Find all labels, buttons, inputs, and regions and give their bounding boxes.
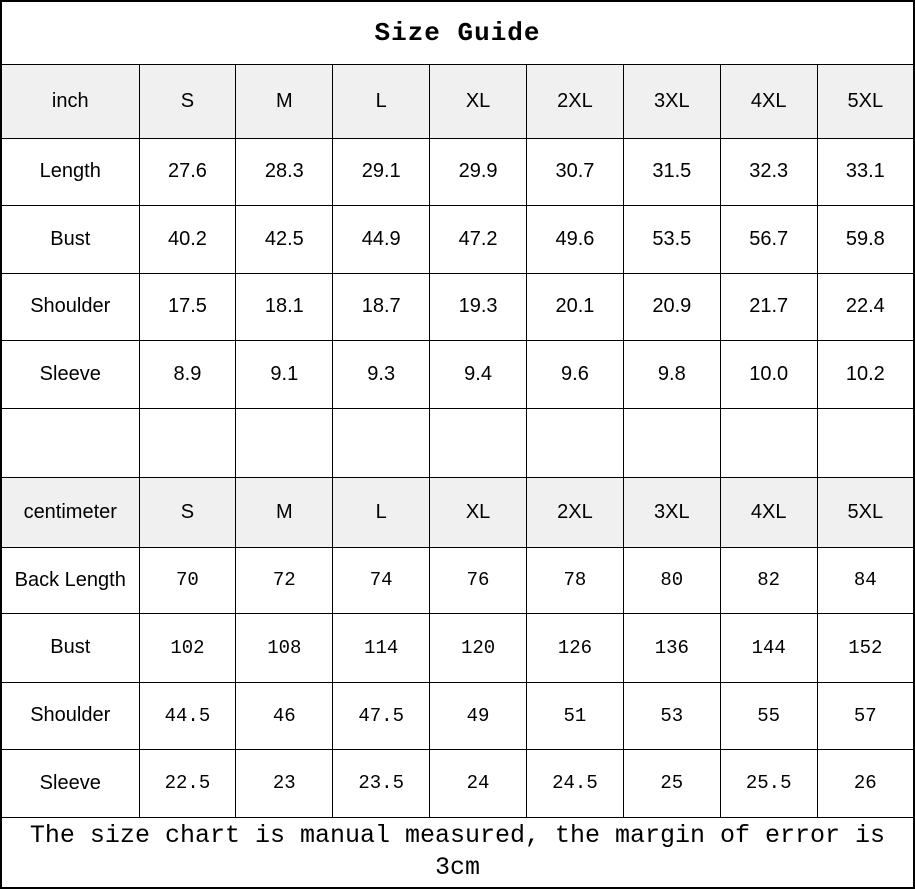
spacer-row bbox=[1, 408, 914, 477]
value-cell: 53.5 bbox=[623, 205, 720, 273]
size-header-2xl: 2XL bbox=[527, 477, 624, 547]
value-cell: 74 bbox=[333, 547, 430, 613]
value-cell: 78 bbox=[527, 547, 624, 613]
value-cell: 24.5 bbox=[527, 749, 624, 817]
empty-cell bbox=[1, 408, 139, 477]
value-cell: 33.1 bbox=[817, 138, 914, 205]
measurement-disclaimer: The size chart is manual measured, the margin of error is 3cm bbox=[1, 817, 914, 888]
row-label: Back Length bbox=[1, 547, 139, 613]
value-cell: 29.1 bbox=[333, 138, 430, 205]
value-cell: 9.8 bbox=[623, 340, 720, 408]
value-cell: 49.6 bbox=[527, 205, 624, 273]
empty-cell bbox=[430, 408, 527, 477]
value-cell: 152 bbox=[817, 613, 914, 682]
value-cell: 46 bbox=[236, 682, 333, 749]
value-cell: 21.7 bbox=[720, 273, 817, 340]
value-cell: 40.2 bbox=[139, 205, 236, 273]
value-cell: 25 bbox=[623, 749, 720, 817]
value-cell: 51 bbox=[527, 682, 624, 749]
size-header-xl: XL bbox=[430, 477, 527, 547]
size-header-4xl: 4XL bbox=[720, 477, 817, 547]
value-cell: 136 bbox=[623, 613, 720, 682]
value-cell: 31.5 bbox=[623, 138, 720, 205]
value-cell: 120 bbox=[430, 613, 527, 682]
value-cell: 57 bbox=[817, 682, 914, 749]
empty-cell bbox=[236, 408, 333, 477]
row-label: Sleeve bbox=[1, 749, 139, 817]
value-cell: 47.2 bbox=[430, 205, 527, 273]
empty-cell bbox=[623, 408, 720, 477]
value-cell: 126 bbox=[527, 613, 624, 682]
value-cell: 53 bbox=[623, 682, 720, 749]
inch-unit-header: inch bbox=[1, 64, 139, 138]
page-title: Size Guide bbox=[1, 1, 914, 64]
value-cell: 108 bbox=[236, 613, 333, 682]
cm-unit-header: centimeter bbox=[1, 477, 139, 547]
row-label: Shoulder bbox=[1, 273, 139, 340]
size-header-5xl: 5XL bbox=[817, 64, 914, 138]
value-cell: 72 bbox=[236, 547, 333, 613]
inch-shoulder-row bbox=[1, 273, 914, 340]
size-header-2xl: 2XL bbox=[527, 64, 624, 138]
value-cell: 23 bbox=[236, 749, 333, 817]
empty-cell bbox=[333, 408, 430, 477]
value-cell: 24 bbox=[430, 749, 527, 817]
value-cell: 20.9 bbox=[623, 273, 720, 340]
value-cell: 23.5 bbox=[333, 749, 430, 817]
size-header-3xl: 3XL bbox=[623, 64, 720, 138]
value-cell: 9.1 bbox=[236, 340, 333, 408]
inch-bust-row bbox=[1, 205, 914, 273]
value-cell: 18.7 bbox=[333, 273, 430, 340]
row-label: Shoulder bbox=[1, 682, 139, 749]
value-cell: 27.6 bbox=[139, 138, 236, 205]
row-label: Sleeve bbox=[1, 340, 139, 408]
cm-back-length-row bbox=[1, 547, 914, 613]
empty-cell bbox=[817, 408, 914, 477]
value-cell: 55 bbox=[720, 682, 817, 749]
cm-bust-row bbox=[1, 613, 914, 682]
inch-header-row bbox=[1, 64, 914, 138]
size-header-m: M bbox=[236, 477, 333, 547]
value-cell: 10.0 bbox=[720, 340, 817, 408]
value-cell: 19.3 bbox=[430, 273, 527, 340]
value-cell: 44.9 bbox=[333, 205, 430, 273]
value-cell: 32.3 bbox=[720, 138, 817, 205]
size-header-5xl: 5XL bbox=[817, 477, 914, 547]
empty-cell bbox=[139, 408, 236, 477]
footer-row bbox=[1, 817, 914, 888]
value-cell: 80 bbox=[623, 547, 720, 613]
title-row bbox=[1, 1, 914, 64]
inch-sleeve-row bbox=[1, 340, 914, 408]
row-label: Bust bbox=[1, 205, 139, 273]
value-cell: 9.4 bbox=[430, 340, 527, 408]
value-cell: 9.6 bbox=[527, 340, 624, 408]
size-header-s: S bbox=[139, 64, 236, 138]
value-cell: 56.7 bbox=[720, 205, 817, 273]
value-cell: 59.8 bbox=[817, 205, 914, 273]
size-header-l: L bbox=[333, 64, 430, 138]
value-cell: 17.5 bbox=[139, 273, 236, 340]
size-header-3xl: 3XL bbox=[623, 477, 720, 547]
value-cell: 70 bbox=[139, 547, 236, 613]
value-cell: 44.5 bbox=[139, 682, 236, 749]
value-cell: 26 bbox=[817, 749, 914, 817]
size-header-l: L bbox=[333, 477, 430, 547]
value-cell: 144 bbox=[720, 613, 817, 682]
size-header-4xl: 4XL bbox=[720, 64, 817, 138]
empty-cell bbox=[720, 408, 817, 477]
value-cell: 84 bbox=[817, 547, 914, 613]
empty-cell bbox=[527, 408, 624, 477]
value-cell: 18.1 bbox=[236, 273, 333, 340]
value-cell: 10.2 bbox=[817, 340, 914, 408]
value-cell: 8.9 bbox=[139, 340, 236, 408]
value-cell: 20.1 bbox=[527, 273, 624, 340]
value-cell: 28.3 bbox=[236, 138, 333, 205]
size-header-xl: XL bbox=[430, 64, 527, 138]
row-label: Length bbox=[1, 138, 139, 205]
row-label: Bust bbox=[1, 613, 139, 682]
size-header-s: S bbox=[139, 477, 236, 547]
value-cell: 102 bbox=[139, 613, 236, 682]
cm-shoulder-row bbox=[1, 682, 914, 749]
inch-length-row bbox=[1, 138, 914, 205]
value-cell: 25.5 bbox=[720, 749, 817, 817]
size-header-m: M bbox=[236, 64, 333, 138]
value-cell: 29.9 bbox=[430, 138, 527, 205]
value-cell: 30.7 bbox=[527, 138, 624, 205]
value-cell: 9.3 bbox=[333, 340, 430, 408]
value-cell: 42.5 bbox=[236, 205, 333, 273]
value-cell: 47.5 bbox=[333, 682, 430, 749]
value-cell: 49 bbox=[430, 682, 527, 749]
value-cell: 114 bbox=[333, 613, 430, 682]
cm-header-row bbox=[1, 477, 914, 547]
value-cell: 82 bbox=[720, 547, 817, 613]
value-cell: 22.4 bbox=[817, 273, 914, 340]
cm-sleeve-row bbox=[1, 749, 914, 817]
value-cell: 22.5 bbox=[139, 749, 236, 817]
value-cell: 76 bbox=[430, 547, 527, 613]
